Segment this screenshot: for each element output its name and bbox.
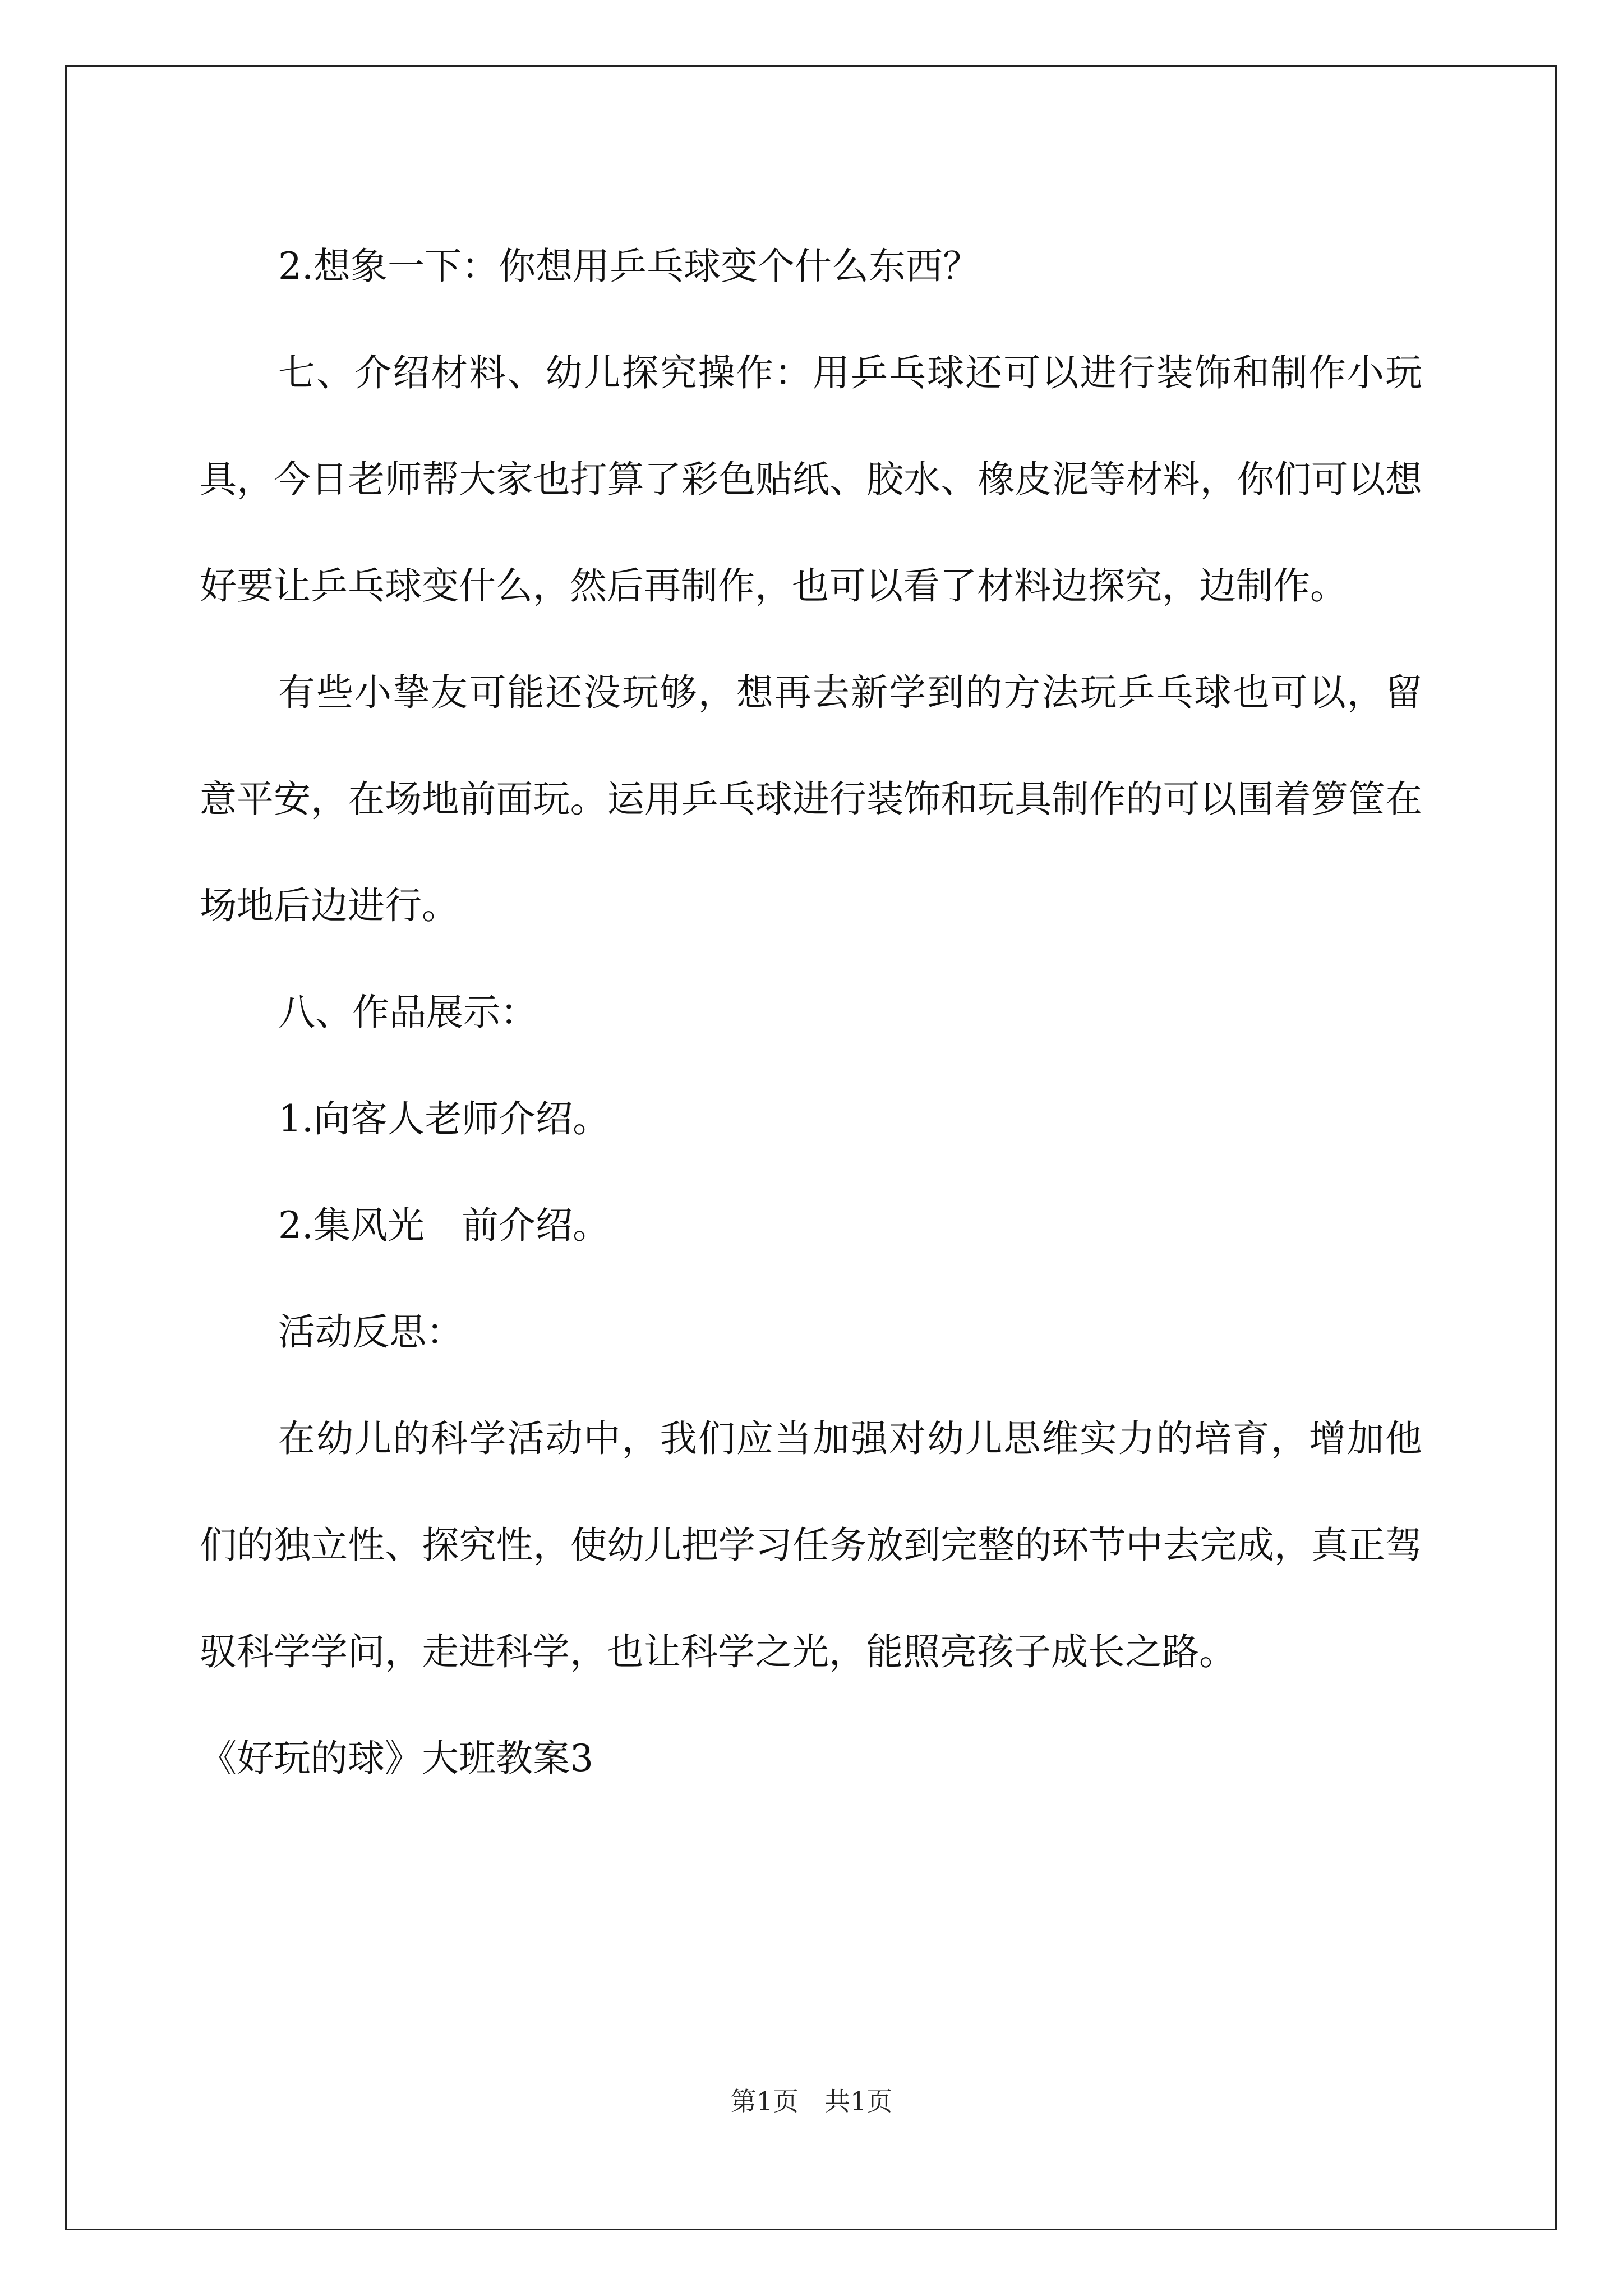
page-number-footer: 第1页 共1页 [730, 2086, 893, 2116]
list-item-introduce-teachers: 1.向客人老师介绍。 [278, 1097, 610, 1140]
section-title-lesson-3: 《好玩的球》大班教案3 [200, 1737, 593, 1780]
paragraph-imagine-question: 2.想象一下：你想用乒乓球变个什么东西？ [278, 245, 980, 288]
heading-reflection: 活动反思： [278, 1310, 463, 1354]
list-item-group-introduce: 2.集风光 前介绍。 [278, 1204, 610, 1247]
document-body [200, 213, 1422, 1812]
heading-step-eight: 八、作品展示： [278, 991, 537, 1034]
paragraph-step-seven-materials: 七、介绍材料、幼儿探究操作：用乒乓球还可以进行装饰和制作小玩具，今日老师帮大家也打算了彩色贴纸、胶水、橡皮泥等材料，你们可以想好要让乒乓球变什么，然后再制作，也可以看了材料边探究，边制作。 [200, 351, 1422, 608]
paragraph-reflection-body: 在幼儿的科学活动中，我们应当加强对幼儿思维实力的培育，增加他们的独立性、探究性，使幼儿把学习任务放到完整的环节中去完成，真正驾驭科学学问，走进科学，也让科学之光，能照亮孩子成长之路。 [200, 1417, 1422, 1673]
paragraph-continue-play: 有些小挚友可能还没玩够，想再去新学到的方法玩乒乓球也可以，留意平安，在场地前面玩。运用乒乓球进行装饰和玩具制作的可以围着箩筐在场地后边进行。 [200, 671, 1422, 927]
